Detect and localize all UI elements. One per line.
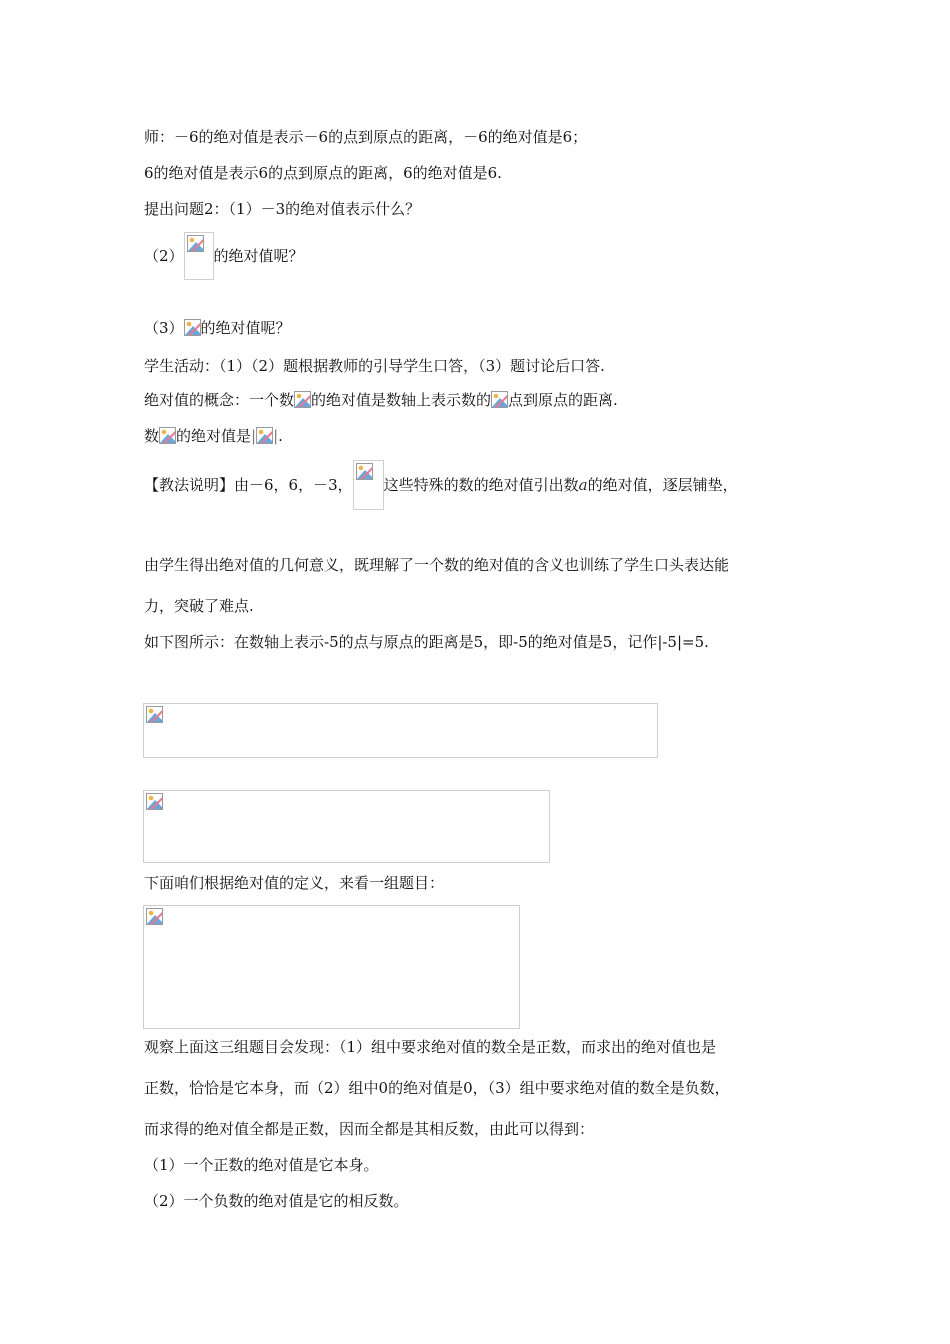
broken-image-icon [294,391,311,408]
abs-def-a: 数 [144,427,160,445]
text-line-4 [144,232,304,280]
definition-text-a: 绝对值的概念：一个数 [144,391,295,409]
question-3-label: （3） [144,319,184,337]
question-3-text: 的绝对值呢？ [200,319,291,337]
teaching-note-a: 【教法说明】由－6，6，－3， [144,476,353,494]
abs-def-b: 的绝对值是 [176,427,252,445]
teaching-note-b: 这些特殊的数的绝对值引出数 [383,476,579,494]
definition-text-c: 点到原点的距离. [508,391,618,409]
variable-a: a [578,476,588,494]
text-line-8 [144,426,283,446]
broken-image-icon [146,793,163,810]
figure-image [143,790,550,863]
text-line-12: 如下图所示：在数轴上表示-5的点与原点的距离是5，即-5的绝对值是5，记作|-5|=5. [144,633,709,651]
text-line-1: 师：－6的绝对值是表示－6的点到原点的距离，－6的绝对值是6； [144,128,588,146]
text-line-11: 力，突破了难点. [144,597,254,615]
text-line-6: 学生活动：（1）（2）题根据教师的引导学生口答，（3）题讨论后口答. [144,357,605,375]
question-2-label: （2） [144,247,184,265]
text-line-3: 提出问题2：（1）－3的绝对值表示什么？ [144,200,421,218]
broken-image-box [353,460,384,510]
text-line-9 [144,460,738,510]
broken-image-box [184,232,214,280]
text-line-18: （2）一个负数的绝对值是它的相反数。 [144,1192,409,1210]
broken-image-icon [187,235,204,252]
abs-bar-right: | [273,427,279,445]
text-line-16: 而求得的绝对值全都是正数，因而全都是其相反数，由此可以得到： [144,1120,595,1138]
definition-text-b: 的绝对值是数轴上表示数的 [311,391,492,409]
abs-bar-left: | [251,427,257,445]
broken-image-icon [256,427,273,444]
teaching-note-c: 的绝对值，逐层铺垫， [587,476,738,494]
broken-image-icon [146,706,163,723]
text-line-17: （1）一个正数的绝对值是它本身。 [144,1156,379,1174]
broken-image-icon [146,908,163,925]
text-line-2: 6的绝对值是表示6的点到原点的距离，6的绝对值是6. [144,164,502,182]
abs-def-c: . [278,427,283,445]
text-line-7 [144,390,618,410]
exercise-image [143,905,520,1029]
text-line-5 [144,318,291,338]
text-line-13: 下面咱们根据绝对值的定义，来看一组题目： [144,874,445,892]
text-line-14: 观察上面这三组题目会发现：（1）组中要求绝对值的数全是正数，而求出的绝对值也是 [144,1038,717,1056]
broken-image-icon [159,427,176,444]
broken-image-icon [184,319,201,336]
text-line-15: 正数，恰恰是它本身，而（2）组中0的绝对值是0，（3）组中要求绝对值的数全是负数， [144,1079,730,1097]
number-line-image [143,703,658,758]
broken-image-icon [491,391,508,408]
question-2-text: 的绝对值呢？ [213,247,304,265]
broken-image-icon [356,463,373,480]
text-line-10: 由学生得出绝对值的几何意义，既理解了一个数的绝对值的含义也训练了学生口头表达能 [144,556,730,574]
